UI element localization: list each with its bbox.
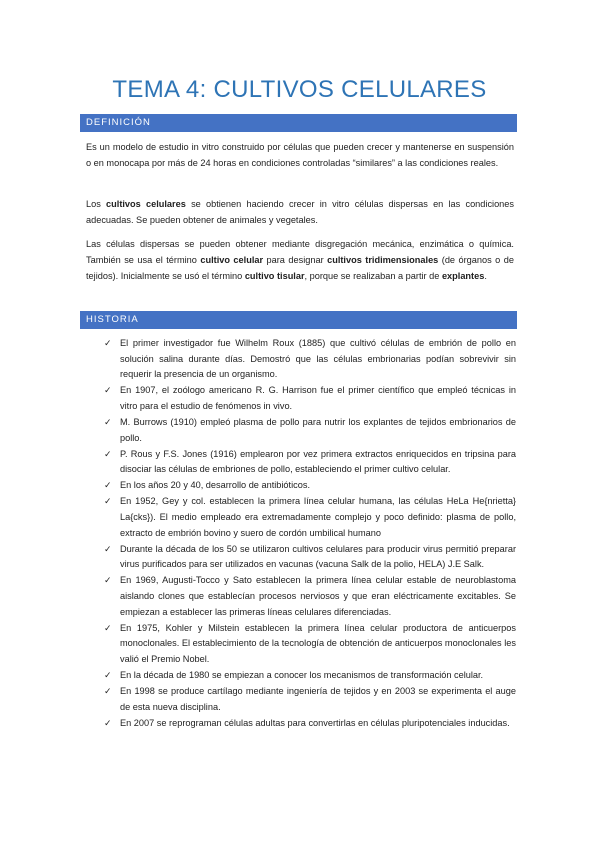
bold-term: cultivos celulares — [106, 199, 186, 209]
history-item-text: M. Burrows (1910) empleó plasma de pollo para nutrir los explantes de tejidos embrionarios de pollo. — [120, 416, 516, 443]
history-item-text: En los años 20 y 40, desarrollo de antibióticos. — [120, 480, 310, 491]
history-item — [104, 383, 516, 414]
check-icon: ✓ — [104, 575, 112, 586]
check-icon: ✓ — [104, 717, 112, 728]
text-run: se obtienen haciendo crecer in vitro células dispersas en las condiciones adecuadas. Se pueden obtener de animales y vegetales. — [86, 199, 514, 225]
check-icon: ✓ — [104, 338, 112, 348]
history-item — [104, 494, 516, 541]
history-item-text: Durante la década de los 50 se utilizaron cultivos celulares para producir virus permitió preparar virus purificados para ser utilizados en vacunas (vacuna Salk de la polio, HELA) J.E Salk. — [120, 543, 516, 570]
check-icon: ✓ — [104, 622, 112, 633]
history-item-text: En 2007 se reprograman células adultas para convertirlas en células pluripotenciales inducidas. — [120, 717, 510, 728]
history-item-text: En la década de 1980 se empiezan a conocer los mecanismos de transformación celular. — [120, 669, 484, 680]
check-icon: ✓ — [104, 448, 112, 459]
bold-term: cultivos tridimensionales — [327, 255, 439, 265]
text-run: . — [484, 271, 487, 281]
history-item-text: En 1969, Augusti-Tocco y Sato establecen la primera línea celular estable de neuroblastoma aislando clones que establecían procesos nerviosos y que eran eléctricamente excitables. Se empiezan a establecer las primeras líneas celulares diferenciadas. — [120, 575, 516, 617]
text-run: Las células dispersas se pueden obtener mediante disgregación mecánica, enzimática o química. También se usa el término — [86, 239, 514, 265]
history-item — [104, 478, 516, 494]
history-item-text: En 1975, Kohler y Milstein establecen la primera línea celular productora de anticuerpos monoclonales. El establecimiento de la tecnología de obtención de anticuerpos monoclonales les valió el Premio Nobel. — [120, 622, 516, 664]
check-icon: ✓ — [104, 686, 112, 697]
bold-term: explantes — [441, 271, 485, 281]
history-item — [104, 684, 516, 715]
check-icon: ✓ — [104, 496, 112, 507]
text-run: para designar — [263, 255, 328, 265]
history-item-text: En 1998 se produce cartílago mediante ingeniería de tejidos y en 2003 se experimenta el auge de esta nueva disciplina. — [120, 686, 516, 712]
check-icon: ✓ — [104, 543, 112, 554]
disgregacion-paragraph — [86, 236, 514, 284]
history-item-text: El primer investigador fue Wilhelm Roux (1885) que cultivó células de embrión de pollo en solución salina durante días. Demostró que las células embrionarias podían sobrevivir sin requerir la presencia de un organismo. — [120, 338, 516, 380]
history-item-text: En 1907, el zoólogo americano R. G. Harrison fue el primer científico que empleó técnicas in vitro para el estudio de fenómenos in vivo. — [120, 385, 516, 411]
text-run: Los — [86, 199, 107, 209]
history-item-text: P. Rous y F.S. Jones (1916) emplearon por vez primera extractos enriquecidos en tripsina para disociar las células de embriones de pollo, estableciendo el primer cultivo celular. — [120, 448, 516, 475]
text-run: (de órganos o de tejidos). Inicialmente se usó el término — [86, 255, 514, 281]
history-item — [104, 415, 516, 446]
cultivos-paragraph — [86, 196, 514, 228]
section-header-historia: HISTORIA — [80, 311, 517, 329]
definition-paragraph: Es un modelo de estudio in vitro construido por células que pueden crecer y mantenerse en suspensión o en monocapa por más de 24 horas en condiciones controladas “similares” a las condiciones reales. — [86, 142, 514, 168]
history-list — [104, 336, 516, 732]
text-run: , porque se realizaban a partir de — [304, 271, 442, 281]
check-icon: ✓ — [104, 669, 112, 680]
history-item-text: En 1952, Gey y col. establecen la primera línea celular humana, las células HeLa He{nrietta} La{cks}). El medio empleado era extremadamente complejo y poco definido: plasma de pollo, extracto de embrión bovino y suero de cordón umbilical humano — [120, 496, 516, 538]
bold-term: cultivo tisular — [244, 271, 305, 281]
history-item — [104, 542, 516, 573]
check-icon: ✓ — [104, 416, 112, 427]
history-item — [104, 336, 516, 383]
history-item — [104, 668, 516, 684]
check-icon: ✓ — [104, 480, 112, 491]
history-item — [104, 573, 516, 620]
history-item — [104, 447, 516, 478]
check-icon: ✓ — [104, 385, 112, 396]
bold-term: cultivo celular — [200, 255, 264, 265]
history-item — [104, 621, 516, 668]
section-header-definicion: DEFINICIÓN — [80, 114, 517, 132]
history-item — [104, 716, 516, 732]
page-title: TEMA 4: CULTIVOS CELULARES — [112, 76, 487, 103]
